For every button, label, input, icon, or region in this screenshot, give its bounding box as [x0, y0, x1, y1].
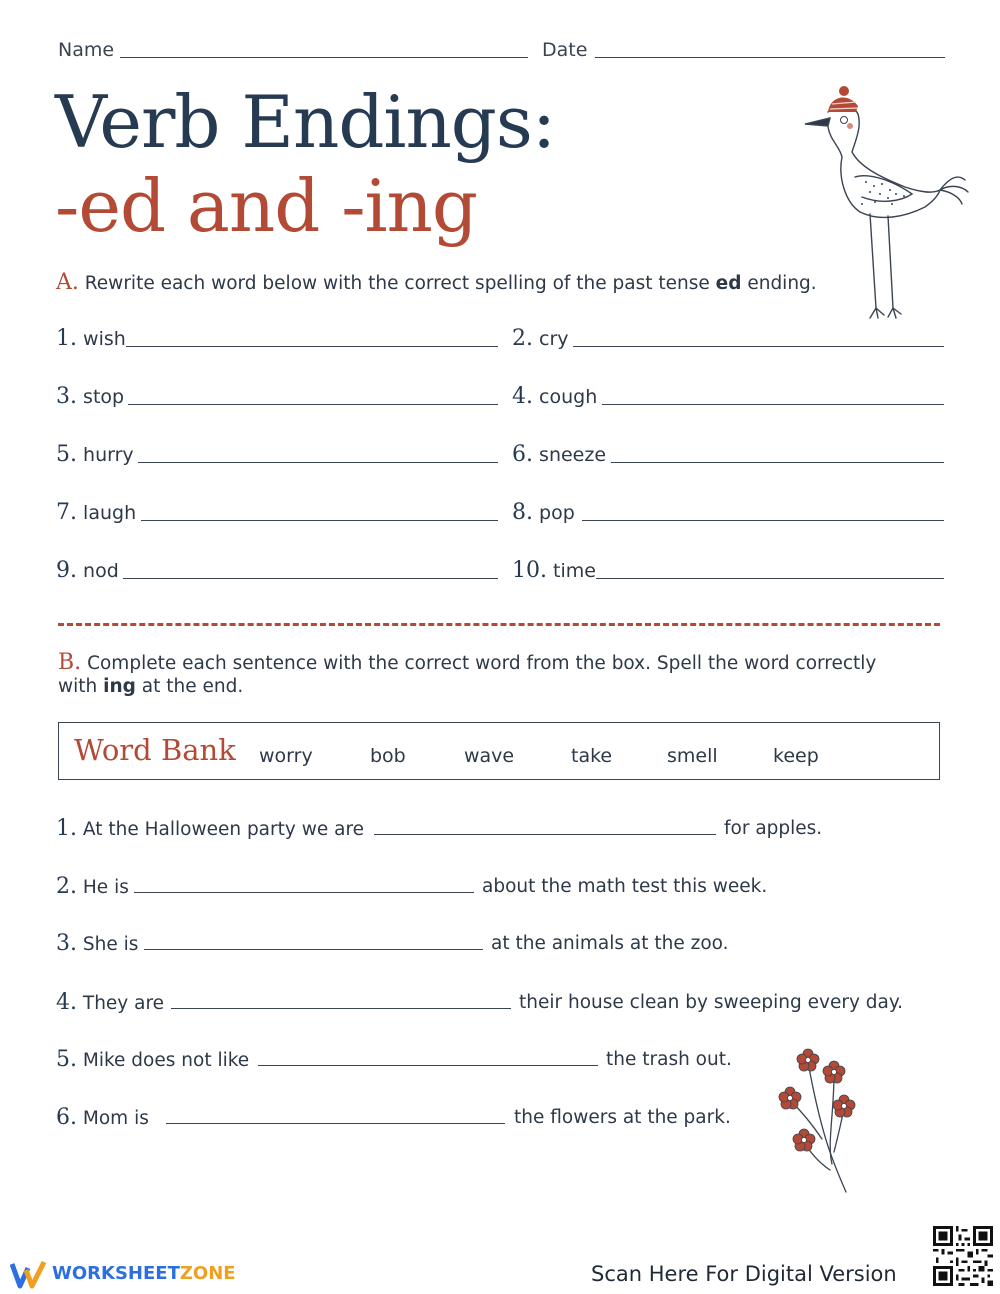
answer-line[interactable]	[134, 892, 474, 893]
page-subtitle: -ed and -ing	[55, 164, 478, 248]
flower-illustration	[772, 1044, 864, 1196]
section-b-instruction: B. Complete each sentence with the correct word from the box. Spell the word correctly	[58, 650, 877, 675]
name-field[interactable]	[120, 57, 528, 58]
answer-line[interactable]	[258, 1065, 598, 1066]
section-divider	[58, 623, 940, 626]
name-label: Name	[58, 39, 115, 61]
answer-line[interactable]	[596, 578, 944, 579]
sentence-end: the flowers at the park.	[514, 1107, 731, 1128]
section-a-letter: A.	[56, 270, 79, 295]
answer-line[interactable]	[573, 346, 944, 347]
sentence-item: 5. Mike does not like	[56, 1047, 250, 1072]
list-item: 6. sneeze	[512, 442, 607, 467]
worksheet-zone-logo[interactable]: WORKSHEETZONE	[52, 1263, 236, 1284]
seagull-illustration	[800, 82, 975, 327]
list-item: 10. time	[512, 558, 596, 583]
word-bank-item: wave	[464, 745, 515, 767]
answer-line[interactable]	[141, 520, 498, 521]
list-item: 5. hurry	[56, 442, 134, 467]
sentence-item: 4. They are	[56, 990, 165, 1015]
sentence-end: their house clean by sweeping every day.	[519, 992, 904, 1013]
answer-line[interactable]	[374, 834, 716, 835]
list-item: 1. wish	[56, 326, 126, 351]
worksheet-zone-logo-icon	[10, 1258, 48, 1290]
qr-code-icon[interactable]	[933, 1226, 993, 1286]
answer-line[interactable]	[144, 949, 483, 950]
sentence-end: for apples.	[724, 818, 823, 839]
list-item: 7. laugh	[56, 500, 137, 525]
sentence-end: the trash out.	[606, 1049, 732, 1070]
word-bank-title: Word Bank	[74, 733, 236, 767]
date-label: Date	[542, 39, 588, 61]
list-item: 3. stop	[56, 384, 125, 409]
sentence-item: 3. She is	[56, 931, 139, 956]
sentence-end: about the math test this week.	[482, 876, 768, 897]
answer-line[interactable]	[582, 520, 944, 521]
section-b-instruction-line2: with ing at the end.	[58, 676, 244, 697]
list-item: 8. pop	[512, 500, 575, 525]
answer-line[interactable]	[602, 404, 944, 405]
date-field[interactable]	[595, 57, 945, 58]
sentence-item: 6. Mom is	[56, 1105, 149, 1130]
answer-line[interactable]	[611, 462, 944, 463]
word-bank-item: take	[571, 745, 613, 767]
answer-line[interactable]	[171, 1008, 511, 1009]
list-item: 4. cough	[512, 384, 598, 409]
sentence-item: 2. He is	[56, 874, 129, 899]
word-bank-item: keep	[773, 745, 819, 767]
page-title: Verb Endings:	[55, 80, 556, 164]
scan-text: Scan Here For Digital Version	[591, 1262, 897, 1286]
sentence-end: at the animals at the zoo.	[491, 933, 729, 954]
word-bank-item: smell	[667, 745, 718, 767]
list-item: 2. cry	[512, 326, 569, 351]
answer-line[interactable]	[138, 462, 498, 463]
answer-line[interactable]	[128, 404, 498, 405]
answer-line[interactable]	[123, 578, 498, 579]
section-a-instruction: A. Rewrite each word below with the correct spelling of the past tense ed ending.	[56, 270, 817, 295]
sentence-item: 1. At the Halloween party we are	[56, 816, 365, 841]
answer-line[interactable]	[166, 1123, 505, 1124]
word-bank-item: bob	[370, 745, 406, 767]
answer-line[interactable]	[126, 346, 498, 347]
word-bank-item: worry	[259, 745, 313, 767]
list-item: 9. nod	[56, 558, 119, 583]
section-b-letter: B.	[58, 650, 82, 675]
